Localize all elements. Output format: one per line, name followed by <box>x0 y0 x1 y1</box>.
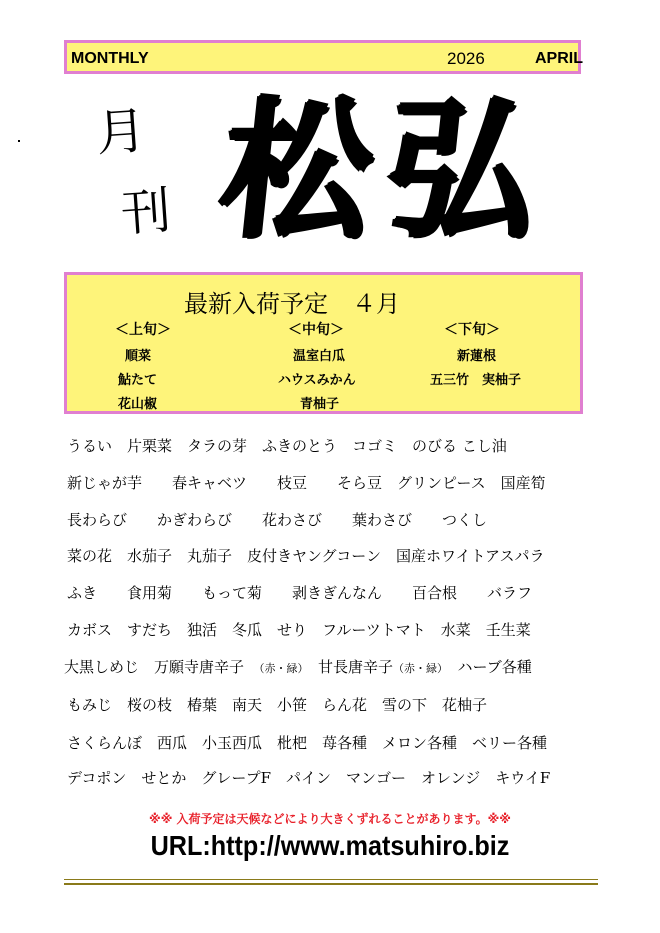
arrival-item: 温室白瓜 <box>293 349 346 364</box>
arrival-item: 花山椒 <box>118 397 158 412</box>
arrivals-box <box>64 272 583 414</box>
notice-text: ※※ 入荷予定は天候などにより大きくずれることがあります。※※ <box>149 812 511 826</box>
header-month: APRIL <box>535 50 583 67</box>
produce-line-7 <box>64 658 532 678</box>
produce-line-2: 新じゃが芋 春キャベツ 枝豆 そら豆 グリンピース 国産筍 <box>67 474 546 492</box>
produce-line-3: 長わらび かぎわらび 花わさび 葉わさび つくし <box>67 511 488 529</box>
produce-line-8: もみじ 桜の枝 椿葉 南天 小笹 らん花 雪の下 花柚子 <box>67 696 488 714</box>
color-note: （赤・緑） <box>393 662 443 675</box>
website-url[interactable]: URL:http://www.matsuhiro.biz <box>150 830 510 861</box>
header-year: 2026 <box>447 49 485 68</box>
arrivals-column-late <box>430 319 624 388</box>
arrival-item: ハウスみかん <box>278 373 356 388</box>
arrivals-column-early <box>115 319 295 412</box>
produce-text: 大黒しめじ 万願寺唐辛子 <box>64 658 260 676</box>
column-head: ＜中旬＞ <box>288 322 344 338</box>
stray-dot <box>18 140 20 142</box>
header-bar <box>64 40 581 74</box>
arrivals-column-mid <box>278 319 468 412</box>
produce-line-5: ふき 食用菊 もって菊 剥きぎんなん 百合根 バラフ <box>67 584 533 602</box>
header-monthly: MONTHLY <box>71 50 149 67</box>
produce-text: 甘長唐辛子 <box>303 658 394 676</box>
footer-rule <box>64 883 598 885</box>
arrival-item: 鮎たて <box>118 373 158 388</box>
produce-line-1: うるい 片栗菜 タラの芽 ふきのとう コゴミ のびる こし油 <box>67 437 507 455</box>
title-matsu: 松 <box>212 83 376 259</box>
footer-rule <box>64 879 598 880</box>
title-hiro: 弘 <box>376 83 540 259</box>
color-note: （赤・緑） <box>259 662 304 675</box>
produce-line-10: デコポン せとか グレープF パイン マンゴー オレンジ キウイF <box>67 769 551 787</box>
column-head: ＜下旬＞ <box>444 322 500 338</box>
title-tsuki: 月 <box>94 101 148 163</box>
arrivals-title: 最新入荷予定 ４月 <box>184 290 400 318</box>
arrival-item: 五三竹 実柚子 <box>430 373 522 388</box>
produce-line-4: 菜の花 水茄子 丸茄子 皮付きヤングコーン 国産ホワイトアスパラ <box>67 547 545 565</box>
produce-line-9: さくらんぼ 西瓜 小玉西瓜 枇杷 苺各種 メロン各種 ベリー各種 <box>67 734 548 752</box>
produce-line-6: カボス すだち 独活 冬瓜 せり フルーツトマト 水菜 壬生菜 <box>67 621 531 639</box>
column-head: ＜上旬＞ <box>115 322 171 338</box>
arrival-item: 青柚子 <box>300 397 340 412</box>
arrival-item: 順菜 <box>125 349 152 364</box>
title-kan: 刊 <box>119 181 173 243</box>
produce-text: ハーブ各種 <box>442 658 532 676</box>
arrival-item: 新蓮根 <box>457 349 497 364</box>
